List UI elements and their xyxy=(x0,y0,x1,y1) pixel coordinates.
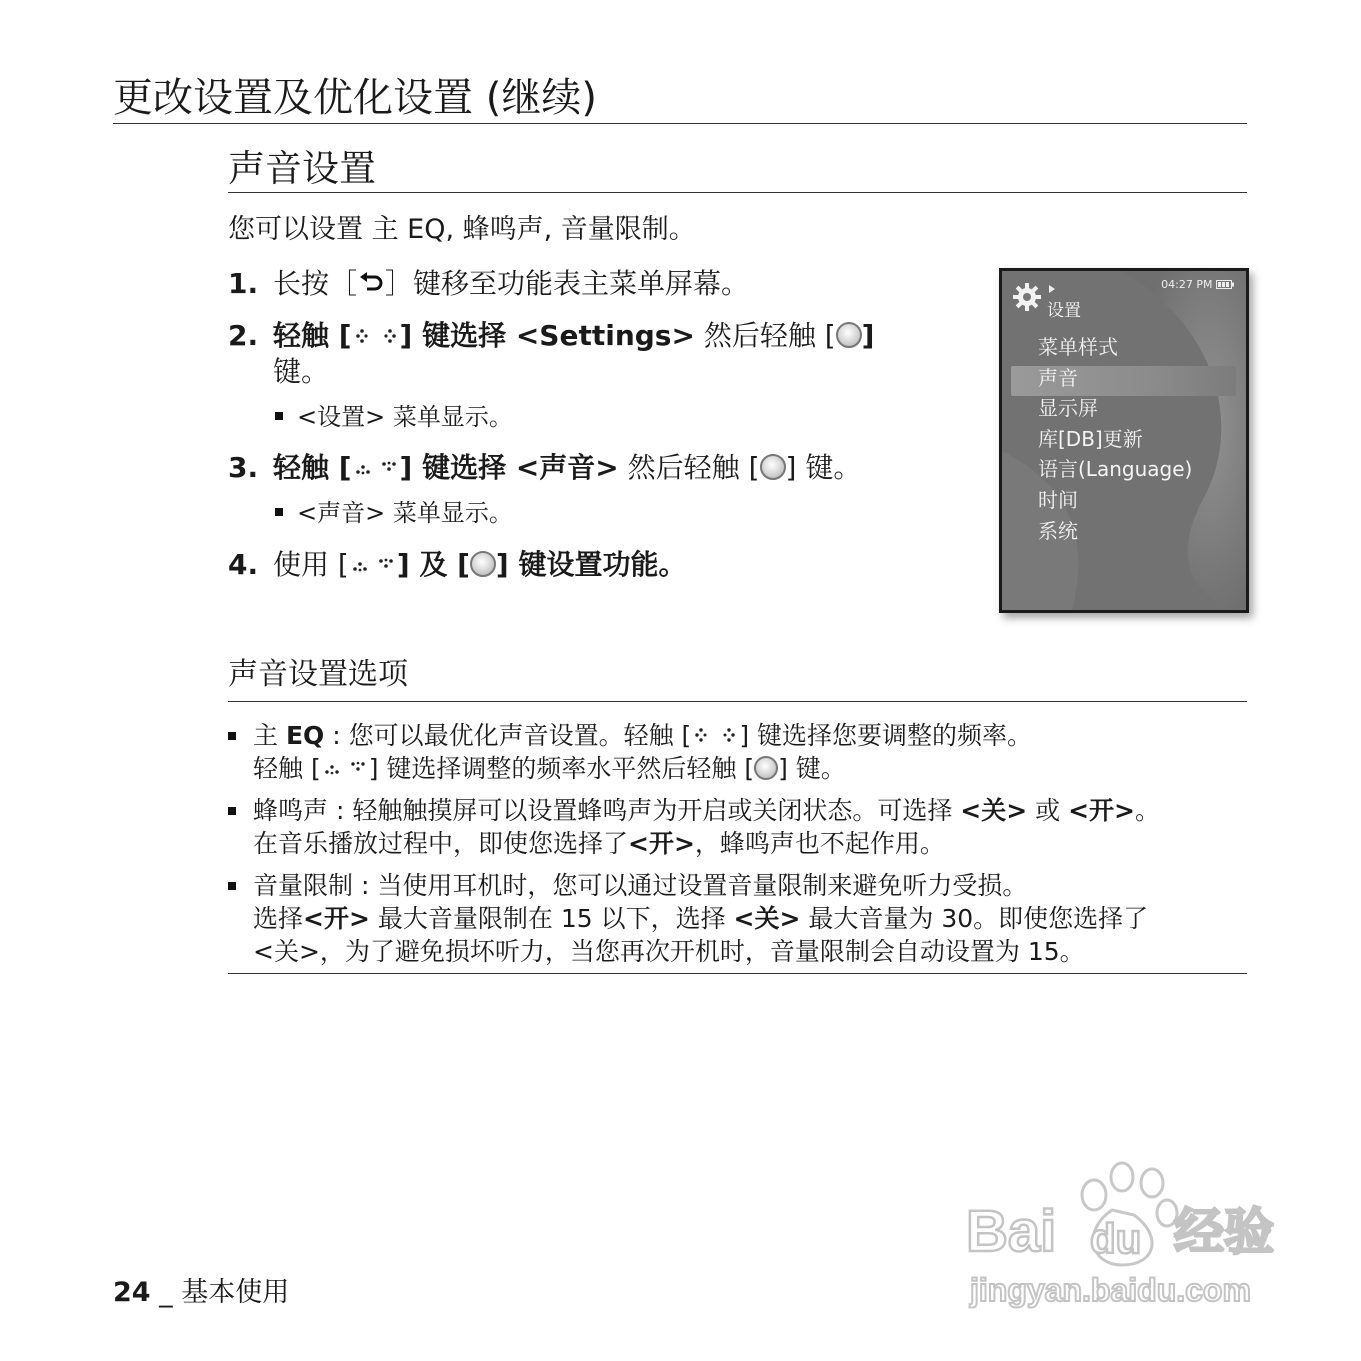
device-title: 设置 xyxy=(1047,301,1081,321)
section-rule xyxy=(228,192,1247,193)
step-number: 3. xyxy=(228,451,259,484)
options-bottom-rule xyxy=(228,973,1247,974)
select-circle-icon xyxy=(470,551,496,577)
menu-item-time[interactable]: 时间 xyxy=(1038,488,1078,512)
gear-icon xyxy=(1011,281,1043,317)
step-text: 然后轻触 [ xyxy=(618,451,760,484)
step-text: 使用 [ xyxy=(273,548,349,581)
option-line: <关>，为了避免损坏听力，当您再次开机时，音量限制会自动设置为 15。 xyxy=(253,937,1085,966)
bullet-square xyxy=(228,807,236,815)
play-icon xyxy=(1048,278,1056,297)
option-line: 主 EQ : 您可以最优化声音设置。轻触 [ ] 键选择您要调整的频率。 xyxy=(253,721,1033,750)
svg-text:经验: 经验 xyxy=(1174,1204,1274,1260)
menu-item-library-update[interactable]: 库[DB]更新 xyxy=(1038,427,1143,451)
step-number: 2. xyxy=(228,319,259,352)
menu-item-display[interactable]: 显示屏 xyxy=(1038,396,1098,420)
select-circle-icon xyxy=(754,756,778,780)
bullet-square xyxy=(275,508,283,516)
option-name: EQ xyxy=(285,721,325,750)
section-title: 声音设置 xyxy=(228,147,376,190)
page-number: 24 xyxy=(113,1277,151,1308)
step-text: ] xyxy=(861,319,875,352)
step-text: 轻触 [ xyxy=(273,451,352,484)
clock: 04:27 PM xyxy=(1161,278,1213,291)
step-text: 长按［ xyxy=(273,267,358,300)
page-main-title: 更改设置及优化设置 (继续) xyxy=(113,75,597,121)
step-text: 然后轻触 [ xyxy=(694,319,836,352)
status-bar xyxy=(1161,278,1234,292)
step-text-bold: <Settings> xyxy=(515,319,695,352)
step-text: ] 键。 xyxy=(785,451,862,484)
option-line: 选择<开> 最大音量限制在 15 以下，选择 <关> 最大音量为 30。即使您选择了 xyxy=(253,904,1149,933)
step-2-note xyxy=(275,400,513,434)
select-circle-icon xyxy=(760,454,786,480)
step-text: ] 键选择 xyxy=(399,319,516,352)
menu-item-sound[interactable]: 声音 xyxy=(1038,366,1078,390)
back-arrow-icon xyxy=(357,267,385,303)
step-3-note xyxy=(275,496,513,530)
bullet-square xyxy=(228,732,236,740)
up-down-dots-icon xyxy=(349,551,397,577)
device-screen xyxy=(999,268,1249,613)
note-text: <设置> 菜单显示。 xyxy=(297,403,513,431)
option-line: 蜂鸣声 : 轻触触摸屏可以设置蜂鸣声为开启或关闭状态。可选择 <关> 或 <开>。 xyxy=(253,796,1161,825)
svg-text:jingyan.baidu.com: jingyan.baidu.com xyxy=(970,1272,1251,1308)
step-text: ] 键选择 xyxy=(399,451,516,484)
footer-text: _ 基本使用 xyxy=(150,1277,290,1308)
step-text: 轻触 [ xyxy=(273,319,352,352)
option-line: 在音乐播放过程中，即使您选择了<开>，蜂鸣声也不起作用。 xyxy=(253,829,945,858)
up-down-dots-icon xyxy=(321,755,369,781)
battery-icon xyxy=(1216,279,1234,292)
step-text: ］键移至功能表主菜单屏幕。 xyxy=(385,267,750,300)
step-number: 4. xyxy=(228,548,259,581)
option-name: 蜂鸣声 xyxy=(253,796,329,825)
menu-item-style[interactable]: 菜单样式 xyxy=(1038,335,1118,359)
svg-text:Bai: Bai xyxy=(966,1199,1057,1264)
step-text: 键。 xyxy=(273,355,330,388)
step-text: ] 键设置功能。 xyxy=(495,548,687,581)
step-text-bold: <声音> xyxy=(515,451,619,484)
title-rule xyxy=(113,123,1247,124)
bullet-square xyxy=(228,882,236,890)
options-rule xyxy=(228,701,1247,702)
option-name: 音量限制 xyxy=(253,871,354,900)
page-footer xyxy=(113,1276,289,1310)
left-right-dots-icon xyxy=(352,322,400,348)
menu-item-system[interactable]: 系统 xyxy=(1038,519,1078,543)
note-text: <声音> 菜单显示。 xyxy=(297,499,513,527)
option-line: 轻触 [ ] 键选择调整的频率水平然后轻触 [ ] 键。 xyxy=(253,754,846,783)
step-number: 1. xyxy=(228,267,259,300)
bullet-square xyxy=(275,412,283,420)
option-line: 音量限制 : 当使用耳机时，您可以通过设置音量限制来避免听力受损。 xyxy=(253,871,1028,900)
options-title: 声音设置选项 xyxy=(228,657,408,692)
select-circle-icon xyxy=(836,322,862,348)
left-right-dots-icon xyxy=(691,722,739,748)
up-down-dots-icon xyxy=(352,454,400,480)
svg-text:du: du xyxy=(1090,1215,1142,1262)
intro-text: 您可以设置 主 EQ, 蜂鸣声, 音量限制。 xyxy=(228,214,696,245)
menu-item-language[interactable]: 语言(Language) xyxy=(1038,457,1193,481)
step-text: ] 及 [ xyxy=(396,548,470,581)
baidu-jingyan-watermark xyxy=(962,1155,1282,1319)
